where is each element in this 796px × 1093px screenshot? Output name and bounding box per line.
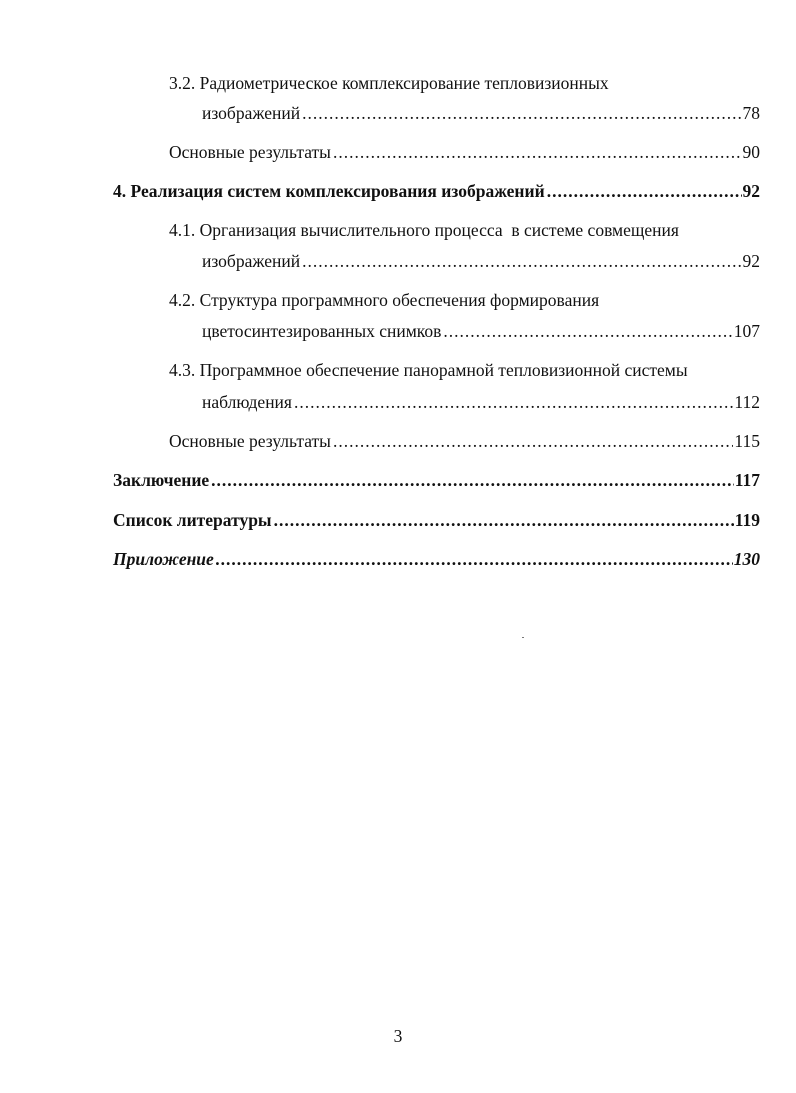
toc-page-number: 130 (733, 549, 760, 569)
toc-page-number: 112 (734, 392, 760, 412)
toc-page-number: 78 (742, 103, 760, 123)
toc-entry-chapter-4[interactable] (113, 180, 760, 202)
toc-entry-text: 4.2. Структура программного обеспечения формирования (169, 290, 600, 310)
leader-dots (302, 102, 741, 124)
toc-entry-4-1-title (169, 219, 679, 241)
leader-dots (294, 391, 733, 413)
leader-dots (443, 320, 732, 342)
toc-entry-text: наблюдения (202, 392, 292, 412)
toc-entry-4-2-title (169, 289, 599, 311)
toc-entry-4-3-title (169, 359, 688, 381)
leader-dots (274, 509, 734, 531)
scan-speck (522, 637, 524, 638)
toc-entry-3-2[interactable] (202, 102, 760, 124)
toc-entry-text: цветосинтезированных снимков (202, 321, 442, 341)
toc-page-number: 107 (733, 321, 760, 341)
leader-dots (216, 548, 733, 570)
toc-entry-text: Приложение (113, 549, 214, 569)
toc-entry-4-2[interactable] (202, 320, 760, 342)
toc-page-number: 90 (742, 142, 760, 162)
toc-page-number: 119 (734, 510, 760, 530)
toc-entry-text: 4. Реализация систем комплексирования изображений (113, 181, 545, 201)
toc-page-number: 115 (734, 431, 760, 451)
toc-page-number: 92 (742, 251, 760, 271)
toc-entry-4-3[interactable] (202, 391, 760, 413)
leader-dots (302, 250, 741, 272)
page-number: 3 (393, 1026, 403, 1046)
toc-page-number: 92 (742, 181, 760, 201)
toc-entry-references[interactable] (113, 509, 760, 531)
toc-entry-text: 4.1. Организация вычислительного процесса в системе совмещения (169, 220, 679, 240)
toc-entry-4-1[interactable] (202, 250, 760, 272)
toc-entry-results-3[interactable] (169, 141, 760, 163)
leader-dots (211, 469, 734, 491)
toc-entry-text: изображений (202, 251, 301, 271)
leader-dots (547, 180, 742, 202)
toc-entry-text: Основные результаты (169, 431, 331, 451)
toc-entry-3-2-title (169, 72, 609, 94)
toc-entry-text: 3.2. Радиометрическое комплексирование тепловизионных (169, 73, 609, 93)
toc-entry-text: Список литературы (113, 510, 272, 530)
toc-entry-conclusion[interactable] (113, 469, 760, 491)
toc-entry-appendix[interactable] (113, 548, 760, 570)
leader-dots (333, 141, 742, 163)
toc-entry-results-4[interactable] (169, 430, 760, 452)
toc-entry-text: изображений (202, 103, 301, 123)
toc-entry-text: 4.3. Программное обеспечение панорамной тепловизионной системы (169, 360, 688, 380)
toc-page-number: 117 (734, 470, 760, 490)
toc-entry-text: Основные результаты (169, 142, 331, 162)
leader-dots (333, 430, 733, 452)
toc-entry-text: Заключение (113, 470, 210, 490)
